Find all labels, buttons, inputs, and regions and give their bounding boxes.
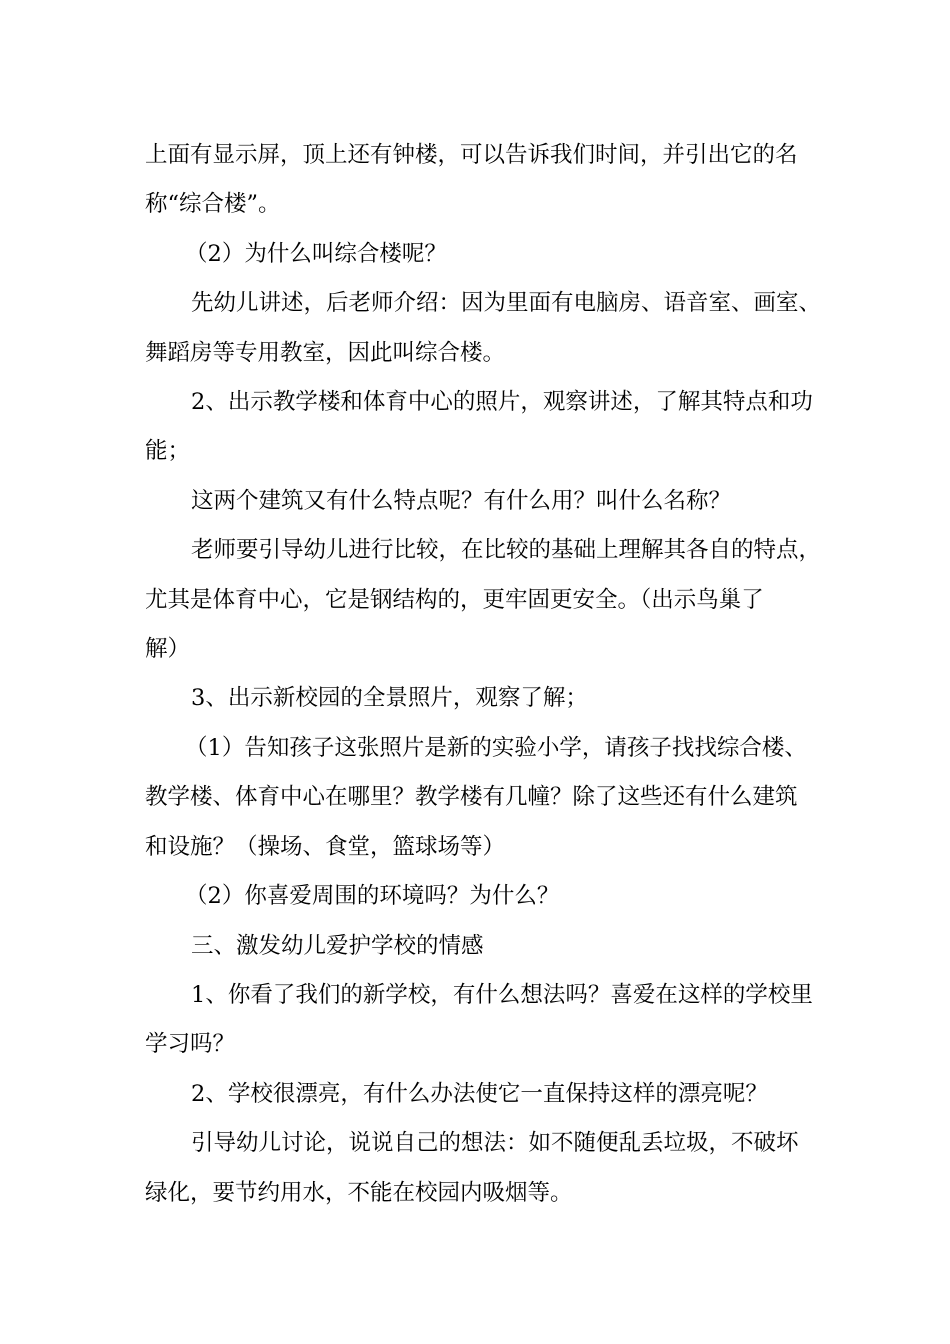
text-line: 先幼儿讲述，后老师介绍：因为里面有电脑房、语音室、画室、 [191, 290, 822, 317]
text-line: 2、学校很漂亮，有什么办法使它一直保持这样的漂亮呢？ [191, 1080, 768, 1107]
text-line: 老师要引导幼儿进行比较，在比较的基础上理解其各自的特点， [191, 537, 822, 564]
text-line: 1、你看了我们的新学校，有什么想法吗？喜爱在这样的学校里 [191, 981, 813, 1008]
text-line: 上面有显示屏，顶上还有钟楼，可以告诉我们时间，并引出它的名 [145, 142, 798, 168]
text-line: 能； [145, 438, 191, 465]
text-line: 这两个建筑又有什么特点呢？有什么用？叫什么名称？ [191, 487, 732, 514]
text-line: 引导幼儿讨论，说说自己的想法：如不随便乱丢垃圾，不破坏 [191, 1130, 799, 1157]
text-line: （2）为什么叫综合楼呢？ [185, 240, 447, 267]
text-line: 2、出示教学楼和体育中心的照片，观察讲述，了解其特点和功 [191, 389, 813, 416]
text-line: 尤其是体育中心，它是钢结构的，更牢固更安全。（出示鸟巢了 [145, 586, 764, 613]
text-line: 教学楼、体育中心在哪里？教学楼有几幢？除了这些还有什么建筑 [145, 784, 798, 811]
text-line: 绿化，要节约用水，不能在校园内吸烟等。 [145, 1179, 573, 1206]
text-line: 和设施？（操场、食堂，篮球场等） [145, 833, 506, 860]
text-line: 3、出示新校园的全景照片，观察了解； [191, 685, 588, 712]
text-line: 称“综合楼”。 [145, 191, 281, 218]
text-line: （1）告知孩子这张照片是新的实验小学，请孩子找找综合楼、 [185, 734, 807, 761]
text-line: 解） [145, 636, 191, 663]
section-heading: 三、激发幼儿爱护学校的情感 [191, 932, 484, 959]
text-line: 舞蹈房等专用教室，因此叫综合楼。 [145, 339, 506, 366]
document-body [145, 131, 835, 1218]
text-line: （2）你喜爱周围的环境吗？为什么？ [185, 883, 560, 910]
text-line: 学习吗？ [145, 1031, 236, 1058]
